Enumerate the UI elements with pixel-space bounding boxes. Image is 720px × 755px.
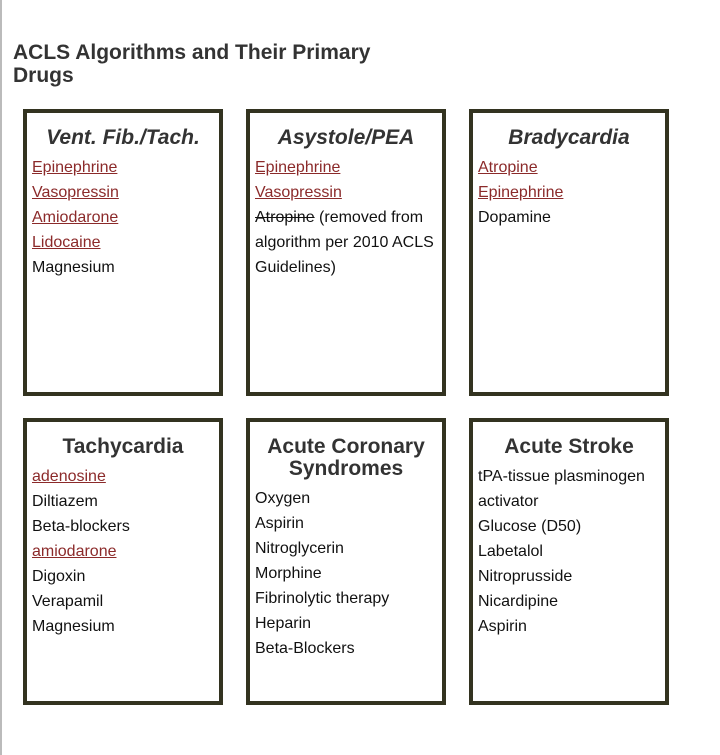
drug-name: Magnesium — [32, 618, 115, 635]
drug-name: Beta-blockers — [32, 518, 130, 535]
drug-item — [478, 155, 661, 180]
drug-name: Aspirin — [255, 515, 304, 532]
drug-name: Oxygen — [255, 490, 311, 507]
page-title: ACLS Algorithms and Their Primary Drugs — [13, 41, 371, 87]
drug-item — [32, 514, 215, 539]
page-left-border — [0, 0, 2, 755]
card-title: Acute Stroke — [504, 435, 634, 458]
drug-item — [32, 180, 215, 205]
drug-name: Heparin — [255, 615, 312, 632]
drug-item — [478, 564, 661, 589]
drug-link[interactable]: Epinephrine — [255, 159, 341, 176]
drug-name: Nicardipine — [478, 593, 559, 610]
drug-item — [478, 614, 661, 639]
drug-name: Labetalol — [478, 543, 543, 560]
drug-link[interactable]: Epinephrine — [478, 184, 564, 201]
drug-list — [473, 155, 665, 230]
drug-item — [478, 180, 661, 205]
drug-item — [478, 205, 661, 230]
drug-item — [32, 464, 215, 489]
struck-drug-name: Atropine — [255, 209, 315, 226]
drug-item — [32, 614, 215, 639]
drug-name: Nitroglycerin — [255, 540, 344, 557]
drug-item — [255, 611, 438, 636]
drug-item — [478, 464, 661, 514]
drug-item — [32, 205, 215, 230]
drug-item — [255, 511, 438, 536]
drug-list — [250, 486, 442, 661]
card-title: Tachycardia — [62, 435, 184, 458]
drug-link[interactable]: Atropine — [478, 159, 538, 176]
drug-link[interactable]: Vasopressin — [255, 184, 342, 201]
card-title: Vent. Fib./Tach. — [46, 126, 200, 149]
drug-name: Glucose (D50) — [478, 518, 582, 535]
drug-link[interactable]: adenosine — [32, 468, 106, 485]
drug-item — [32, 589, 215, 614]
drug-item — [32, 489, 215, 514]
drug-item — [32, 539, 215, 564]
drug-name: Morphine — [255, 565, 322, 582]
drug-item — [255, 180, 438, 205]
drug-item — [478, 514, 661, 539]
drug-name: Nitroprusside — [478, 568, 573, 585]
card-title: Bradycardia — [508, 126, 630, 149]
drug-item — [478, 589, 661, 614]
drug-item — [255, 205, 438, 280]
drug-item — [255, 536, 438, 561]
drug-name: Dopamine — [478, 209, 551, 226]
drug-item — [32, 155, 215, 180]
drug-name: Magnesium — [32, 259, 115, 276]
drug-link[interactable]: Vasopressin — [32, 184, 119, 201]
drug-name: Fibrinolytic therapy — [255, 590, 390, 607]
algorithm-card — [469, 418, 669, 705]
card-title: Acute Coronary Syndromes — [267, 435, 425, 480]
drug-link[interactable]: Amiodarone — [32, 209, 119, 226]
drug-name: Verapamil — [32, 593, 104, 610]
drug-list — [27, 464, 219, 639]
drug-name: (removed from algorithm per 2010 ACLS Guidelines) — [255, 209, 434, 276]
drug-item — [255, 636, 438, 661]
drug-list — [27, 155, 219, 280]
algorithm-card — [23, 109, 223, 396]
drug-list — [473, 464, 665, 639]
drug-link[interactable]: Epinephrine — [32, 159, 118, 176]
drug-item — [32, 255, 215, 280]
algorithm-card — [246, 109, 446, 396]
drug-name: Beta-Blockers — [255, 640, 355, 657]
drug-item — [32, 564, 215, 589]
drug-name: tPA-tissue plasminogen activator — [478, 468, 645, 510]
drug-item — [478, 539, 661, 564]
drug-link[interactable]: Lidocaine — [32, 234, 101, 251]
algorithm-card — [246, 418, 446, 705]
drug-item — [255, 561, 438, 586]
drug-item — [255, 586, 438, 611]
drug-item — [32, 230, 215, 255]
drug-list — [250, 155, 442, 280]
drug-item — [255, 486, 438, 511]
drug-name: Digoxin — [32, 568, 86, 585]
drug-link[interactable]: amiodarone — [32, 543, 117, 560]
drug-name: Diltiazem — [32, 493, 98, 510]
drug-item — [255, 155, 438, 180]
drug-name: Aspirin — [478, 618, 527, 635]
algorithm-card — [469, 109, 669, 396]
card-title: Asystole/PEA — [277, 126, 415, 149]
algorithm-card — [23, 418, 223, 705]
